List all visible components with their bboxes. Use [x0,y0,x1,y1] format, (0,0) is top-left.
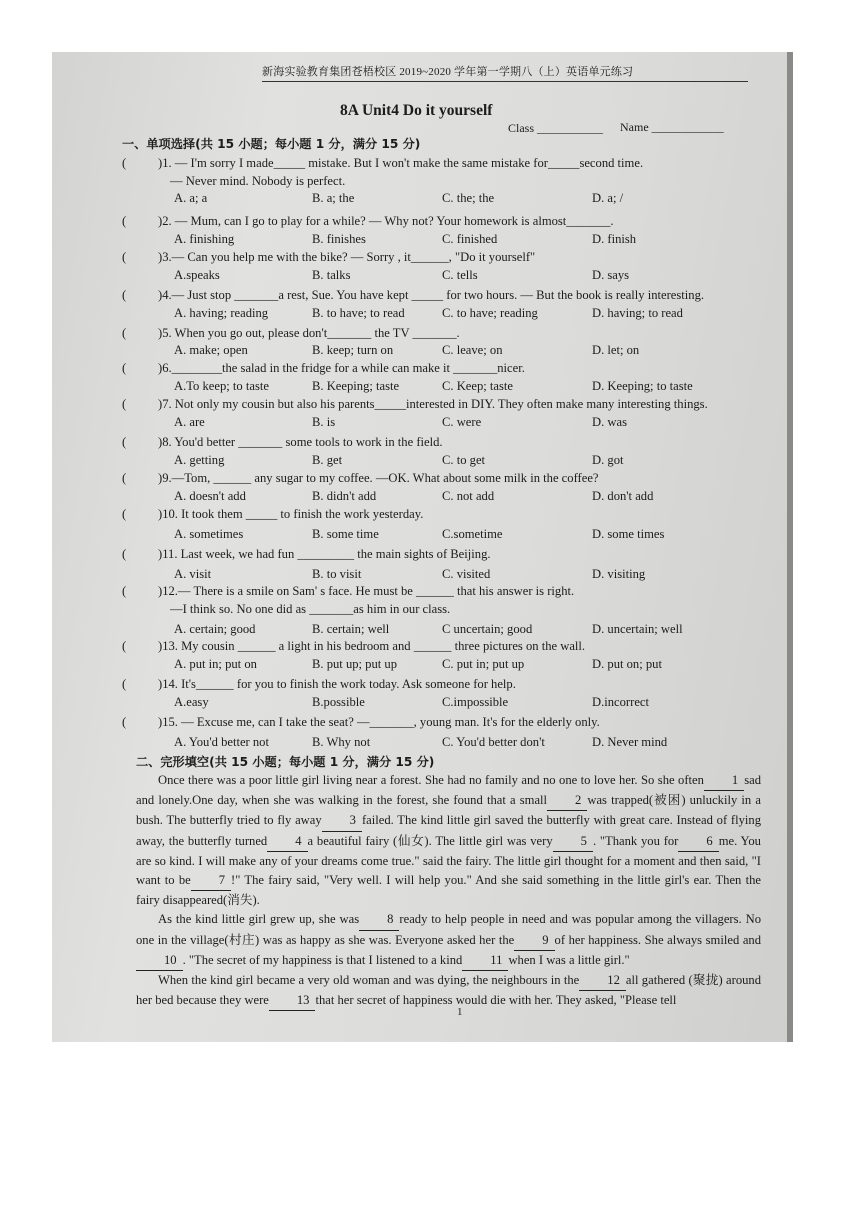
passage-text: was trapped(被困) unluckily in a bush. The butterfly tried to fly away [136,793,761,828]
answer-option: B. put up; put up [312,657,398,671]
answer-option: D. some times [592,527,665,541]
passage-text: of her happiness. She always smiled and [554,932,761,947]
answer-option: B. some time [312,527,379,541]
passage-text: that her secret of happiness would die with her. They asked, "Please tell [315,993,677,1008]
answer-option: B. to have; to read [312,306,405,320]
cloze-blank: 2 [547,791,587,811]
cloze-blank: 4 [267,832,307,852]
question-text: )1. — I'm sorry I made_____ mistake. But I won't make the same mistake for_____second time. [158,156,644,170]
answer-option: A. You'd better not [174,735,269,749]
answer-option: A. finishing [174,232,235,246]
answer-bracket: ( [122,288,127,302]
cloze-blank: 7 [191,871,231,891]
answer-option: A.speaks [174,268,220,282]
answer-option: A.easy [174,695,209,709]
answer-option: A. doesn't add [174,489,246,503]
answer-bracket: ( [122,677,127,691]
cloze-blank: 3 [322,811,362,831]
question-text: )10. It took them _____ to finish the work yesterday. [158,507,424,521]
section-title-single-choice: 一、单项选择(共 15 小题；每小题 1 分，满分 15 分) [122,137,421,151]
question-text: —I think so. No one did as _______as him in our class. [170,602,451,616]
answer-option: A. having; reading [174,306,269,320]
answer-option: C. put in; put up [442,657,525,671]
section-title-cloze: 二、完形填空(共 15 小题；每小题 1 分，满分 15 分) [136,755,435,769]
photo-edge [787,52,793,1042]
passage-paragraph-1 [136,771,761,910]
answer-option: C. tells [442,268,478,282]
answer-option: D. don't add [592,489,654,503]
passage-text: As the kind little girl grew up, she was [158,912,360,927]
answer-option: D. uncertain; well [592,622,683,636]
answer-bracket: ( [122,250,127,264]
passage-paragraph-2 [136,910,761,971]
question-text: )2. — Mum, can I go to play for a while? — Why not? Your homework is almost_______. [158,214,614,228]
answer-bracket: ( [122,584,127,598]
page-number: 1 [457,1006,463,1018]
question-text: )14. It's______ for you to finish the work today. Ask someone for help. [158,677,516,691]
cloze-blank: 13 [269,991,316,1011]
answer-bracket: ( [122,156,127,170]
answer-option: D. finish [592,232,637,246]
answer-option: C. Keep; taste [442,379,513,393]
answer-option: B. certain; well [312,622,390,636]
answer-option: B. a; the [312,191,355,205]
question-text: )7. Not only my cousin but also his parents_____interested in DIY. They often make many interesting things. [158,397,708,411]
answer-option: C.impossible [442,695,509,709]
cloze-blank: 11 [462,951,508,971]
question-text: )13. My cousin ______ a light in his bedroom and ______ three pictures on the wall. [158,639,586,653]
answer-bracket: ( [122,547,127,561]
question-text: )11. Last week, we had fun _________ the main sights of Beijing. [158,547,491,561]
passage-text: all gathered (聚拢) around her bed because they were [136,973,762,1008]
answer-option: B. keep; turn on [312,343,394,357]
answer-option: A.To keep; to taste [174,379,269,393]
passage-text: me. You are so kind. I will make any of your dreams come true." said the fairy. The little girl thought for a moment and then said, "I want to be [136,833,761,888]
answer-option: D. let; on [592,343,640,357]
answer-option: B. finishes [312,232,366,246]
cloze-blank: 10 [136,951,183,971]
answer-option: B. is [312,415,336,429]
passage-text: a beautiful fairy (仙女). The little girl was very [307,833,553,848]
answer-option: D. Keeping; to taste [592,379,693,393]
answer-bracket: ( [122,361,127,375]
cloze-blank: 6 [678,832,718,852]
answer-option: C. to get [442,453,486,467]
answer-option: C. You'd better don't [442,735,545,749]
answer-option: A. make; open [174,343,248,357]
cloze-blank: 9 [514,931,554,951]
school-header: 新海实验教育集团苍梧校区 2019~2020 学年第一学期八（上）英语单元练习 [262,66,634,78]
answer-bracket: ( [122,639,127,653]
answer-option: C. not add [442,489,495,503]
answer-option: B. get [312,453,343,467]
answer-bracket: ( [122,214,127,228]
passage-text: when I was a little girl." [508,952,630,967]
answer-option: B. didn't add [312,489,377,503]
answer-option: A. getting [174,453,225,467]
answer-option: C. leave; on [442,343,503,357]
passage-text: !" The fairy said, "Very well. I will help you." And she said something in the little girl's ear. Then the fairy disappeared(消失). [136,873,761,908]
answer-option: B.possible [312,695,365,709]
answer-option: D. was [592,415,627,429]
answer-option: A. are [174,415,205,429]
answer-bracket: ( [122,507,127,521]
answer-option: D. visiting [592,567,646,581]
answer-bracket: ( [122,435,127,449]
answer-option: B. talks [312,268,351,282]
passage-text: . "The secret of my happiness is that I listened to a kind [182,952,463,967]
answer-option: A. sometimes [174,527,244,541]
answer-option: C.sometime [442,527,503,541]
cloze-blank: 8 [359,910,399,930]
header-rule [262,81,748,82]
question-text: — Never mind. Nobody is perfect. [170,174,346,188]
answer-option: D. says [592,268,630,282]
answer-option: D.incorrect [592,695,649,709]
answer-bracket: ( [122,326,127,340]
answer-option: D. Never mind [592,735,668,749]
page-title: 8A Unit4 Do it yourself [340,102,493,119]
cloze-blank: 12 [579,971,626,991]
answer-bracket: ( [122,397,127,411]
answer-option: D. having; to read [592,306,683,320]
answer-bracket: ( [122,471,127,485]
question-text: )3.— Can you help me with the bike? — Sorry , it______, "Do it yourself" [158,250,536,264]
answer-option: C. the; the [442,191,495,205]
question-text: )8. You'd better _______ some tools to work in the field. [158,435,443,449]
answer-option: B. to visit [312,567,362,581]
answer-option: A. certain; good [174,622,256,636]
answer-option: C. visited [442,567,491,581]
answer-option: B. Why not [312,735,371,749]
exam-sheet [112,58,772,1033]
answer-option: D. got [592,453,624,467]
question-text: )12.— There is a smile on Sam' s face. He must be ______ that his answer is right. [158,584,575,598]
answer-option: C. to have; reading [442,306,538,320]
question-text: )6.________the salad in the fridge for a while can make it _______nicer. [158,361,525,375]
question-text: )5. When you go out, please don't_______ the TV _______. [158,326,460,340]
passage-text: When the kind girl became a very old woman and was dying, the neighbours in the [158,973,580,988]
answer-option: C. were [442,415,482,429]
passage-text: ready to help people in need and was popular among the villagers. No one in the village(村庄) was as happy as she was. Everyone asked her the [136,912,761,947]
answer-bracket: ( [122,715,127,729]
answer-option: A. a; a [174,191,208,205]
question-text: )9.—Tom, ______ any sugar to my coffee. —OK. What about some milk in the coffee? [158,471,599,485]
question-text: )4.— Just stop _______a rest, Sue. You have kept _____ for two hours. — But the book is really interesting. [158,288,705,302]
question-text: )15. — Excuse me, can I take the seat? —_______, young man. It's for the elderly only. [158,715,600,729]
answer-option: C. finished [442,232,498,246]
passage-text: sad and lonely.One day, when she was walking in the forest, she found that a small [136,773,761,808]
passage-text: . "Thank you for [592,833,679,848]
passage-text: failed. The kind little girl saved the butterfly with great care. Instead of flying away, the butterfly turned [136,813,761,848]
passage-text: Once there was a poor little girl living near a forest. She had no family and no one to love her. So she often [158,773,704,787]
answer-option: B. Keeping; taste [312,379,400,393]
answer-option: A. visit [174,567,212,581]
cloze-blank: 1 [704,771,744,791]
class-field: Class ___________ [508,121,604,135]
answer-option: A. put in; put on [174,657,257,671]
passage-paragraph-3 [136,971,761,1011]
cloze-passage [136,771,761,1011]
name-field: Name ____________ [620,120,724,134]
answer-option: D. a; / [592,191,624,205]
answer-option: D. put on; put [592,657,662,671]
answer-option: C uncertain; good [442,622,533,636]
cloze-blank: 5 [553,832,593,852]
